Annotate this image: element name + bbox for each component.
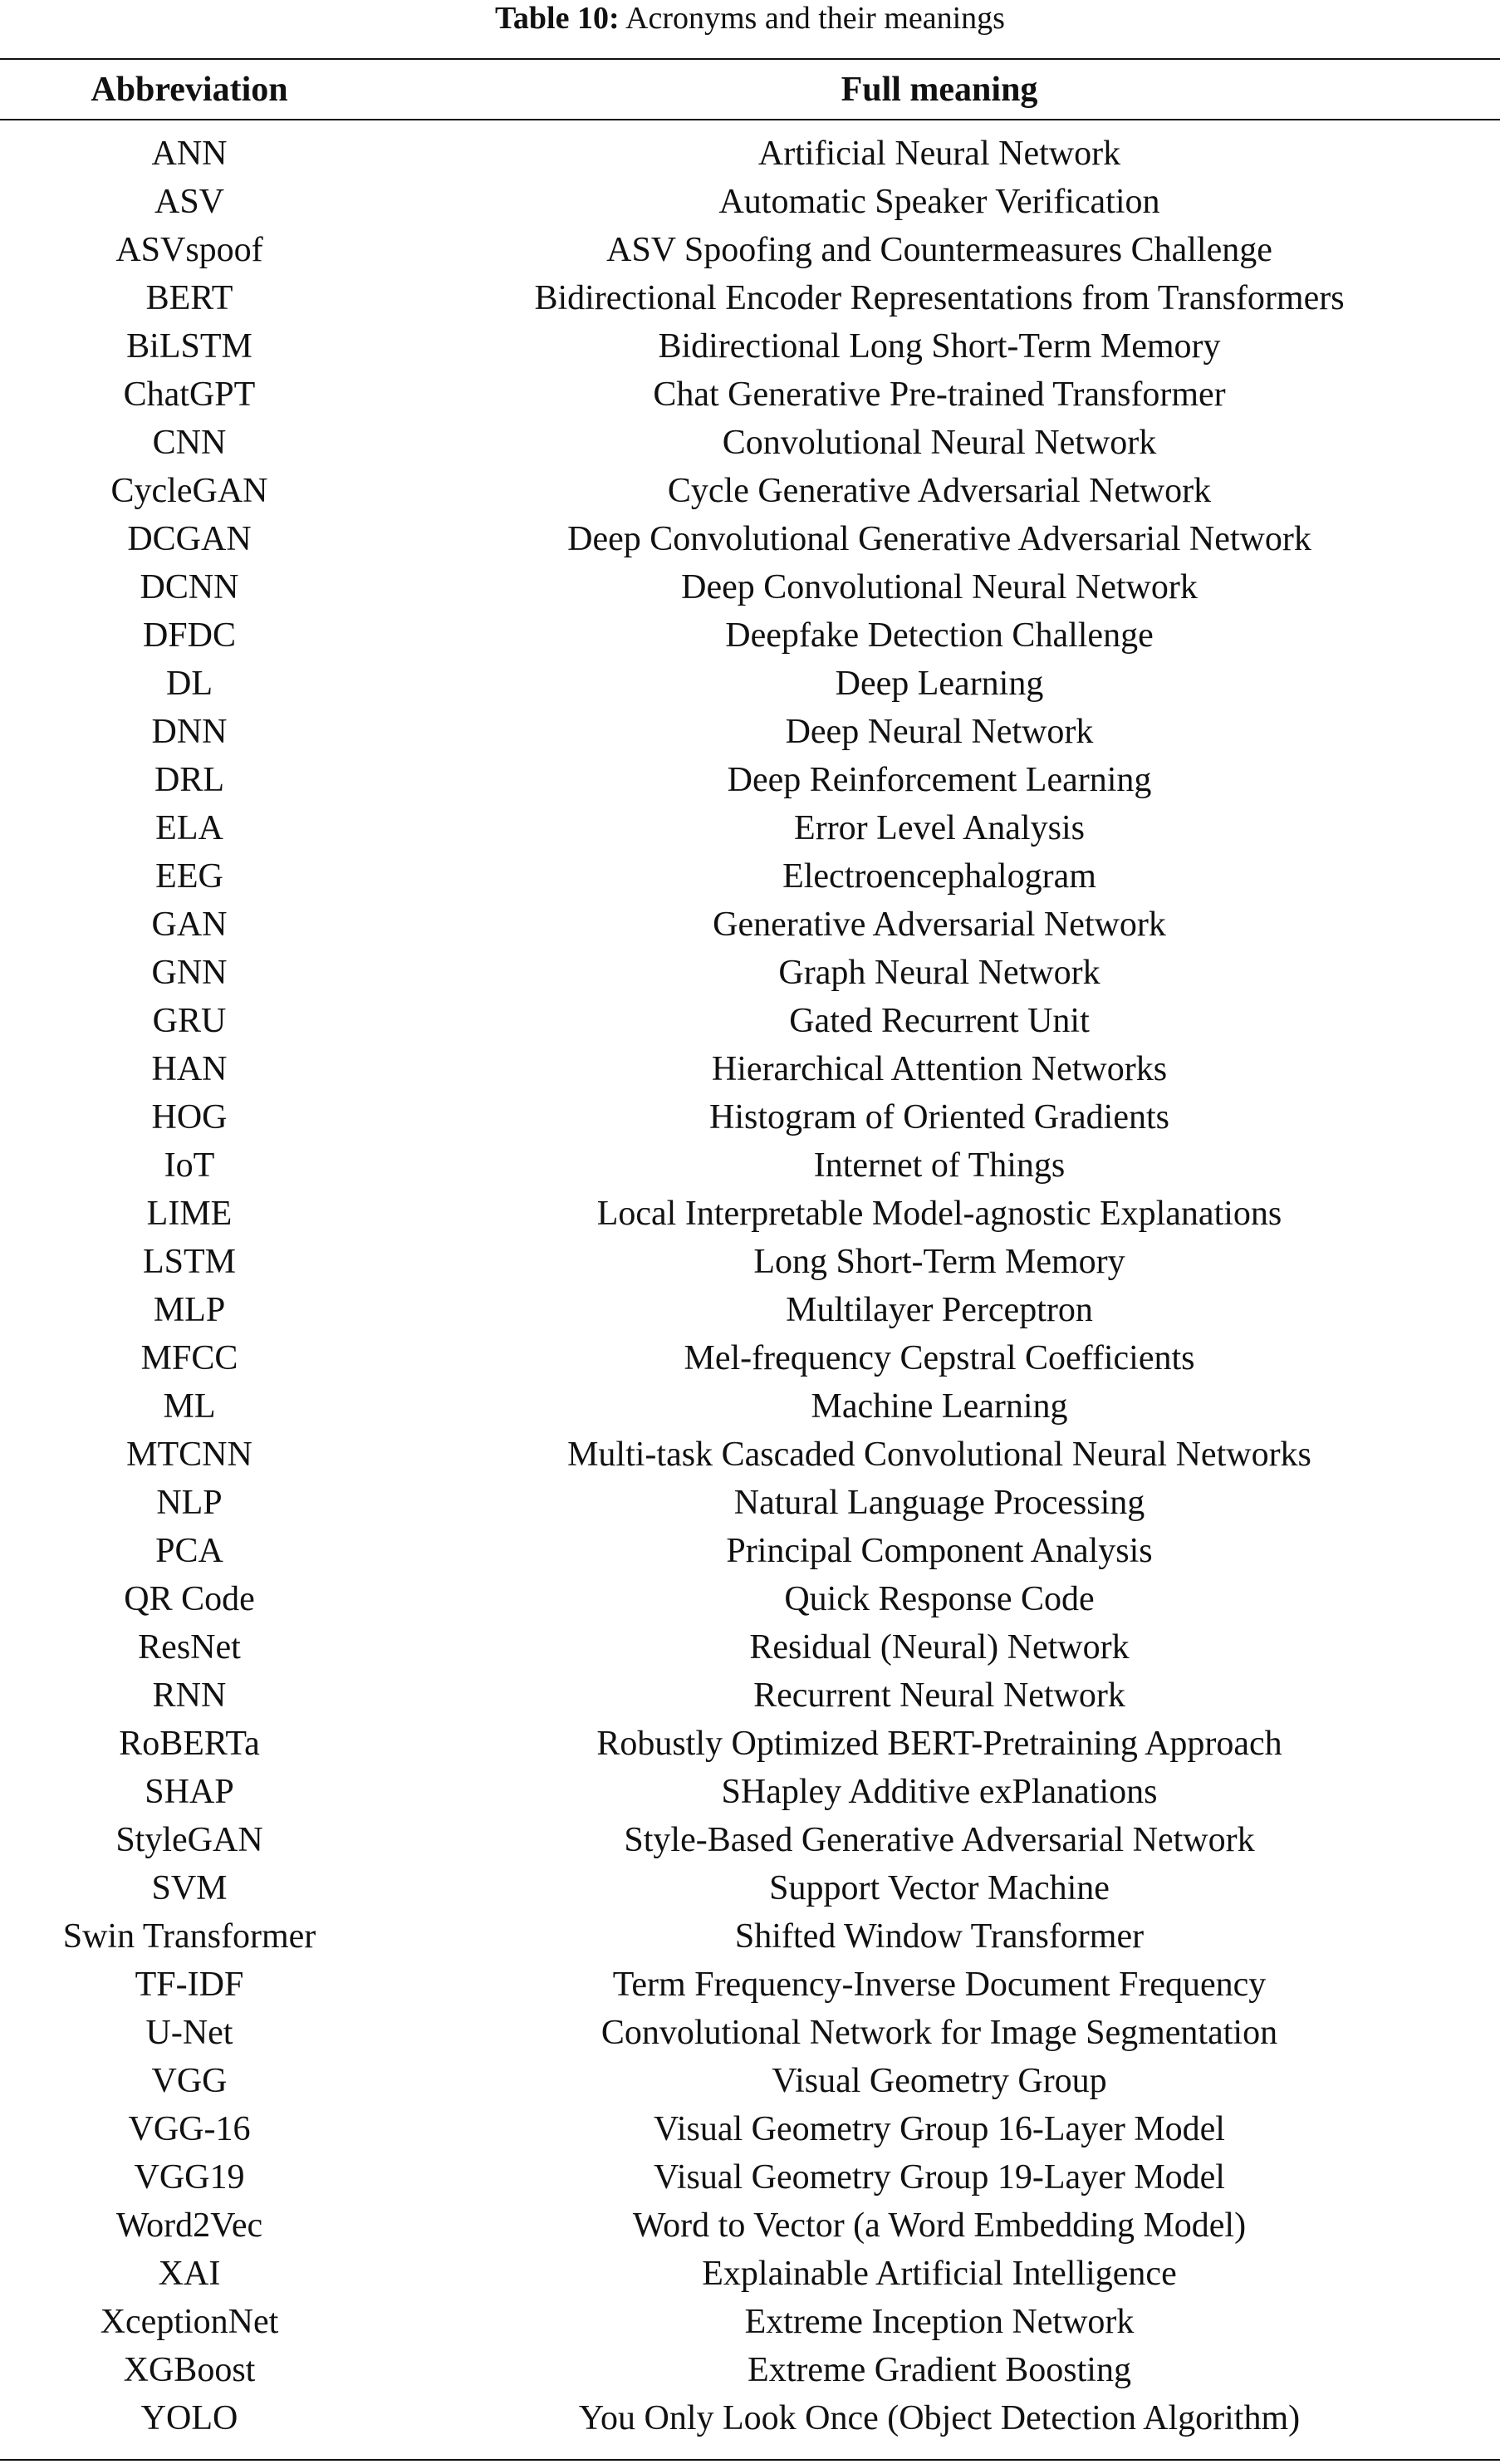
abbreviation-cell: NLP bbox=[156, 1484, 223, 1522]
full-meaning-cell: You Only Look Once (Object Detection Algorithm) bbox=[578, 2399, 1301, 2437]
full-meaning-cell: Recurrent Neural Network bbox=[753, 1676, 1125, 1715]
abbreviation-cell: GRU bbox=[152, 1002, 227, 1040]
table-row bbox=[0, 178, 1500, 226]
table-row bbox=[0, 1045, 1500, 1093]
abbreviation-cell: CycleGAN bbox=[110, 472, 268, 510]
table-row bbox=[0, 1431, 1500, 1479]
abbreviation-cell: DCNN bbox=[140, 568, 239, 606]
table-row bbox=[0, 2057, 1500, 2105]
full-meaning-cell: SHapley Additive exPlanations bbox=[721, 1773, 1158, 1811]
full-meaning-cell: Generative Adversarial Network bbox=[713, 906, 1166, 944]
full-meaning-cell: Robustly Optimized BERT-Pretraining Approach bbox=[596, 1725, 1282, 1763]
abbreviation-cell: ASVspoof bbox=[115, 231, 263, 269]
table-row bbox=[0, 322, 1500, 371]
full-meaning-cell: Natural Language Processing bbox=[733, 1484, 1145, 1522]
table-top-rule bbox=[0, 58, 1500, 60]
abbreviation-cell: HOG bbox=[151, 1098, 228, 1136]
full-meaning-cell: Visual Geometry Group bbox=[772, 2062, 1107, 2100]
abbreviation-cell: ResNet bbox=[138, 1628, 241, 1666]
table-caption-text: Acronyms and their meanings bbox=[625, 1, 1005, 36]
abbreviation-cell: DNN bbox=[151, 713, 228, 751]
abbreviation-cell: GAN bbox=[151, 906, 228, 944]
table-row bbox=[0, 949, 1500, 997]
abbreviation-cell: XceptionNet bbox=[100, 2303, 279, 2341]
full-meaning-cell: Principal Component Analysis bbox=[726, 1532, 1153, 1570]
abbreviation-cell: XGBoost bbox=[123, 2351, 256, 2389]
abbreviation-cell: XAI bbox=[158, 2255, 221, 2293]
full-meaning-cell: Shifted Window Transformer bbox=[734, 1917, 1145, 1956]
abbreviation-cell: HAN bbox=[151, 1050, 228, 1088]
abbreviation-cell: MLP bbox=[153, 1291, 226, 1329]
abbreviation-cell: SHAP bbox=[145, 1773, 234, 1811]
full-meaning-cell: Mel-frequency Cepstral Coefficients bbox=[684, 1339, 1195, 1377]
table-row bbox=[0, 708, 1500, 756]
table-row bbox=[0, 804, 1500, 852]
abbreviation-cell: DL bbox=[166, 665, 213, 703]
table-row bbox=[0, 2009, 1500, 2057]
full-meaning-cell: Hierarchical Attention Networks bbox=[711, 1050, 1168, 1088]
full-meaning-cell: Machine Learning bbox=[811, 1387, 1068, 1426]
table-row bbox=[0, 852, 1500, 901]
table-row bbox=[0, 2346, 1500, 2394]
abbreviation-cell: ChatGPT bbox=[123, 375, 256, 414]
full-meaning-cell: Term Frequency-Inverse Document Frequency bbox=[612, 1966, 1267, 2004]
full-meaning-cell: Deep Neural Network bbox=[785, 713, 1094, 751]
abbreviation-cell: DRL bbox=[154, 761, 224, 799]
full-meaning-cell: Deep Reinforcement Learning bbox=[727, 761, 1152, 799]
table-row bbox=[0, 274, 1500, 322]
full-meaning-cell: Automatic Speaker Verification bbox=[718, 183, 1160, 221]
abbreviation-cell: ELA bbox=[155, 809, 223, 847]
table-row bbox=[0, 2394, 1500, 2442]
abbreviation-cell: MFCC bbox=[140, 1339, 238, 1377]
table-row bbox=[0, 467, 1500, 515]
header-abbreviation: Abbreviation bbox=[91, 71, 288, 109]
table-row bbox=[0, 611, 1500, 660]
full-meaning-cell: Artificial Neural Network bbox=[757, 135, 1121, 173]
table-row bbox=[0, 1286, 1500, 1334]
table-caption bbox=[0, 0, 1500, 37]
abbreviation-cell: EEG bbox=[155, 857, 223, 896]
full-meaning-cell: Extreme Gradient Boosting bbox=[748, 2351, 1131, 2389]
table-row bbox=[0, 1575, 1500, 1623]
abbreviation-cell: ML bbox=[163, 1387, 216, 1426]
table-row bbox=[0, 1382, 1500, 1431]
abbreviation-cell: PCA bbox=[155, 1532, 223, 1570]
full-meaning-cell: Chat Generative Pre-trained Transformer bbox=[653, 375, 1226, 414]
full-meaning-cell: Long Short-Term Memory bbox=[753, 1243, 1125, 1281]
table-row bbox=[0, 1720, 1500, 1768]
abbreviation-cell: TF-IDF bbox=[135, 1966, 244, 2004]
table-row bbox=[0, 419, 1500, 467]
abbreviation-cell: RoBERTa bbox=[119, 1725, 260, 1763]
abbreviation-cell: BiLSTM bbox=[126, 327, 252, 366]
table-row bbox=[0, 1093, 1500, 1141]
abbreviation-cell: IoT bbox=[164, 1146, 215, 1185]
full-meaning-cell: Histogram of Oriented Gradients bbox=[708, 1098, 1170, 1136]
abbreviation-cell: ANN bbox=[151, 135, 228, 173]
full-meaning-cell: Graph Neural Network bbox=[778, 954, 1100, 992]
table-caption-label: Table 10: bbox=[495, 1, 620, 36]
full-meaning-cell: Convolutional Network for Image Segmentation bbox=[600, 2014, 1278, 2052]
table-row bbox=[0, 563, 1500, 611]
table-row bbox=[0, 1816, 1500, 1864]
table-row bbox=[0, 371, 1500, 419]
table-bottom-rule bbox=[0, 2459, 1500, 2461]
table-row bbox=[0, 1238, 1500, 1286]
full-meaning-cell: Multi-task Cascaded Convolutional Neural Networks bbox=[567, 1436, 1311, 1474]
full-meaning-cell: Electroencephalogram bbox=[782, 857, 1096, 896]
table-row bbox=[0, 226, 1500, 274]
table-row bbox=[0, 1912, 1500, 1961]
table-row bbox=[0, 1479, 1500, 1527]
full-meaning-cell: Extreme Inception Network bbox=[744, 2303, 1135, 2341]
table-row bbox=[0, 2250, 1500, 2298]
abbreviation-cell: BERT bbox=[145, 279, 233, 317]
full-meaning-cell: Visual Geometry Group 16-Layer Model bbox=[654, 2110, 1225, 2148]
table-row bbox=[0, 1768, 1500, 1816]
full-meaning-cell: Residual (Neural) Network bbox=[749, 1628, 1130, 1666]
full-meaning-cell: Quick Response Code bbox=[784, 1580, 1095, 1618]
full-meaning-cell: Convolutional Neural Network bbox=[722, 424, 1157, 462]
table-row bbox=[0, 1623, 1500, 1671]
full-meaning-cell: Deep Convolutional Neural Network bbox=[681, 568, 1198, 606]
table-row bbox=[0, 1334, 1500, 1382]
abbreviation-cell: GNN bbox=[151, 954, 228, 992]
header-full-meaning: Full meaning bbox=[841, 71, 1038, 109]
abbreviation-cell: VGG19 bbox=[134, 2158, 245, 2196]
abbreviation-cell: StyleGAN bbox=[115, 1821, 263, 1859]
abbreviation-cell: U-Net bbox=[145, 2014, 233, 2052]
abbreviation-cell: QR Code bbox=[124, 1580, 255, 1618]
table-row bbox=[0, 2105, 1500, 2153]
full-meaning-cell: Style-Based Generative Adversarial Network bbox=[624, 1821, 1255, 1859]
abbreviation-cell: CNN bbox=[152, 424, 227, 462]
table-body bbox=[0, 130, 1500, 2442]
abbreviation-cell: YOLO bbox=[140, 2399, 238, 2437]
table-row bbox=[0, 660, 1500, 708]
abbreviation-cell: DFDC bbox=[142, 616, 237, 655]
table-row bbox=[0, 1141, 1500, 1190]
table-row bbox=[0, 997, 1500, 1045]
full-meaning-cell: Bidirectional Encoder Representations from Transformers bbox=[534, 279, 1345, 317]
full-meaning-cell: Visual Geometry Group 19-Layer Model bbox=[654, 2158, 1225, 2196]
full-meaning-cell: Support Vector Machine bbox=[769, 1869, 1110, 1907]
full-meaning-cell: Word to Vector (a Word Embedding Model) bbox=[632, 2206, 1247, 2245]
abbreviation-cell: MTCNN bbox=[126, 1436, 252, 1474]
abbreviation-cell: LSTM bbox=[142, 1243, 236, 1281]
table-row bbox=[0, 901, 1500, 949]
table-row bbox=[0, 2153, 1500, 2201]
table-row bbox=[0, 1190, 1500, 1238]
table-row bbox=[0, 2298, 1500, 2346]
table-row bbox=[0, 2201, 1500, 2250]
full-meaning-cell: ASV Spoofing and Countermeasures Challenge bbox=[606, 231, 1272, 269]
full-meaning-cell: Error Level Analysis bbox=[794, 809, 1085, 847]
table-header-row bbox=[0, 65, 1500, 115]
full-meaning-cell: Deepfake Detection Challenge bbox=[725, 616, 1154, 655]
full-meaning-cell: Gated Recurrent Unit bbox=[789, 1002, 1090, 1040]
table-row bbox=[0, 1527, 1500, 1575]
full-meaning-cell: Explainable Artificial Intelligence bbox=[702, 2255, 1177, 2293]
full-meaning-cell: Local Interpretable Model-agnostic Explanations bbox=[596, 1195, 1282, 1233]
abbreviation-cell: SVM bbox=[151, 1869, 228, 1907]
abbreviation-cell: VGG bbox=[151, 2062, 228, 2100]
table-row bbox=[0, 130, 1500, 178]
table-header-rule bbox=[0, 119, 1500, 120]
full-meaning-cell: Internet of Things bbox=[813, 1146, 1066, 1185]
full-meaning-cell: Deep Learning bbox=[835, 665, 1044, 703]
abbreviation-cell: LIME bbox=[146, 1195, 233, 1233]
full-meaning-cell: Cycle Generative Adversarial Network bbox=[667, 472, 1212, 510]
table-row bbox=[0, 1864, 1500, 1912]
table-row bbox=[0, 1671, 1500, 1720]
abbreviation-cell: VGG-16 bbox=[128, 2110, 251, 2148]
abbreviation-cell: Swin Transformer bbox=[62, 1917, 316, 1956]
full-meaning-cell: Deep Convolutional Generative Adversarial Network bbox=[567, 520, 1311, 558]
full-meaning-cell: Multilayer Perceptron bbox=[786, 1291, 1093, 1329]
table-row bbox=[0, 515, 1500, 563]
abbreviation-cell: Word2Vec bbox=[115, 2206, 263, 2245]
abbreviation-cell: DCGAN bbox=[127, 520, 252, 558]
table-row bbox=[0, 1961, 1500, 2009]
abbreviation-cell: ASV bbox=[154, 183, 225, 221]
full-meaning-cell: Bidirectional Long Short-Term Memory bbox=[658, 327, 1221, 366]
table-row bbox=[0, 756, 1500, 804]
abbreviation-cell: RNN bbox=[152, 1676, 227, 1715]
